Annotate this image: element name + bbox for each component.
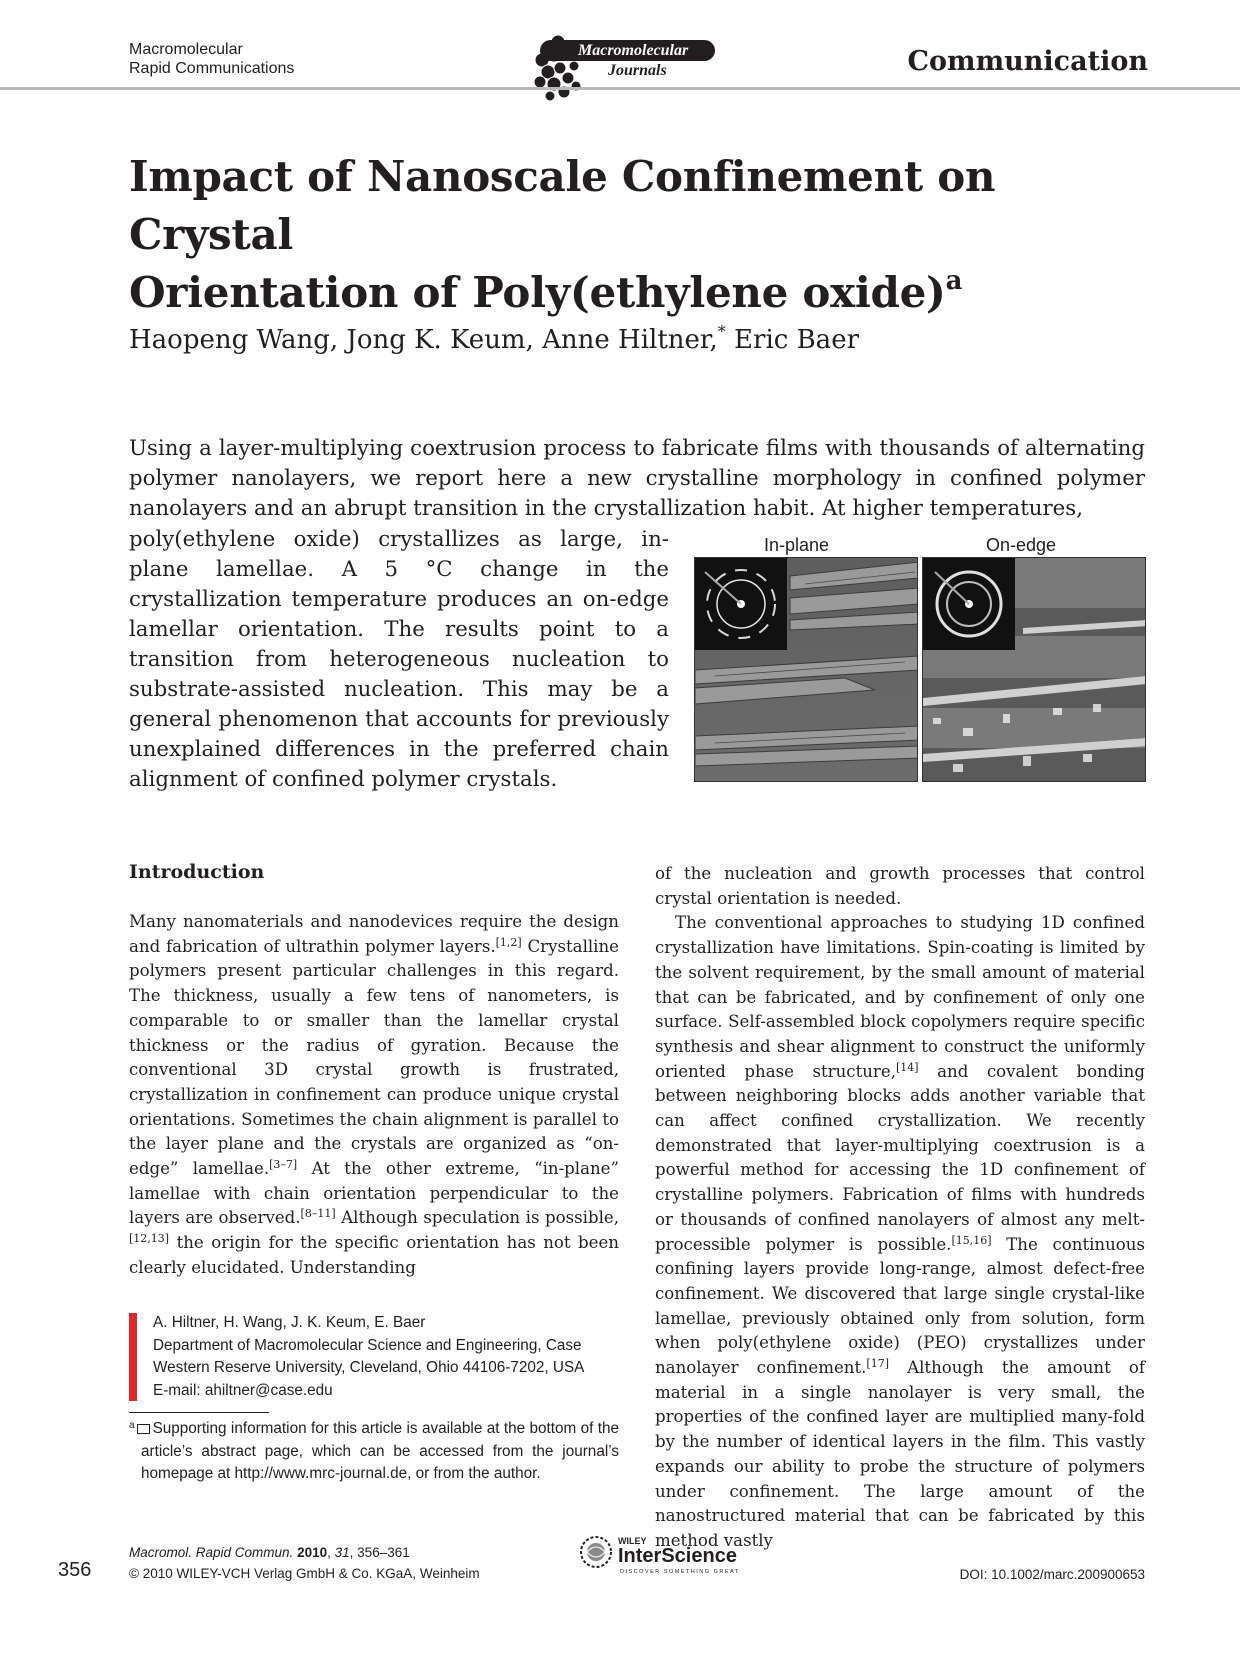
introduction-left-column bbox=[129, 910, 619, 1281]
rc-text-1: The conventional approaches to studying 1D confined crystallization have limitations. Spin-coating is limited by the solvent requirement, by the small amount of material that can be fabricated, and by confinement of only one surface. Self-assembled block copolymers require specific synthesis and shear alignment to construct the uniformly oriented phase structure, bbox=[655, 913, 1145, 1081]
right-col-paragraph-2 bbox=[655, 911, 1145, 1553]
macromolecular-journals-logo bbox=[530, 26, 715, 106]
journal-name bbox=[129, 40, 294, 78]
computer-icon bbox=[137, 1424, 150, 1434]
supporting-info-footnote bbox=[129, 1418, 619, 1486]
page-number: 356 bbox=[58, 1559, 92, 1581]
citation-3-7: [3–7] bbox=[269, 1158, 298, 1172]
wiley-interscience-logo bbox=[578, 1530, 768, 1582]
journal-name-line1: Macromolecular bbox=[129, 41, 243, 58]
header-rule bbox=[0, 87, 1240, 90]
abstract-wrapped: poly(ethylene oxide) crystallizes as large, in-plane lamellae. A 5 °C change in the crystallization temperature produces an on-edge lamellar orientation. The results point to a transition from heterogeneous nucleation to substrate-assisted nucleation. This may be a general phenomenon that accounts for previously unexplained differences in the preferred chain alignment of confined polymer crystals. bbox=[129, 527, 669, 792]
journal-name-line2: Rapid Communications bbox=[129, 60, 295, 77]
on-edge-micrograph bbox=[922, 557, 1146, 782]
title-line1: Impact of Nanoscale Confinement on Crystal bbox=[129, 152, 996, 259]
intro-text-2: Crystalline polymers present particular challenges in this regard. The thickness, usually a few tens of nanometers, is comparable to or smaller than the lamellar crystal thickness or the radius of gyration. Because the conventional 3D crystal growth is frustrated, crystallization in confinement can produce unique crystal orientations. Sometimes the chain alignment is parallel to the layer plane and the crystals are organized as “on-edge” lamellae. bbox=[129, 936, 619, 1179]
in-plane-micrograph bbox=[694, 557, 918, 782]
wiley-label: WILEY bbox=[618, 1536, 647, 1546]
affiliation-email: E-mail: ahiltner@case.edu bbox=[153, 1381, 333, 1399]
citation-17: [17] bbox=[866, 1357, 890, 1371]
citation-14: [14] bbox=[895, 1060, 919, 1074]
affiliation-department: Department of Macromolecular Science and Engineering, Case Western Reserve University, Cleveland, Ohio 44106-7202, USA bbox=[153, 1336, 585, 1376]
citation-15-16: [15,16] bbox=[951, 1233, 992, 1247]
article-title bbox=[129, 148, 1129, 322]
logo-tagline: DISCOVER SOMETHING GREAT bbox=[620, 1569, 740, 1575]
interscience-label: InterScience bbox=[618, 1545, 737, 1567]
figure-label-in-plane: In-plane bbox=[764, 535, 830, 555]
citation-year: 2010 bbox=[297, 1545, 328, 1560]
introduction-right-column bbox=[655, 862, 1145, 1554]
rc-text-4: Although the amount of material in a single nanolayer is very small, the properties of the confined layer are multiplied many-fold by the number of identical layers in the film. This vastly expands our ability to probe the structure of polymers under confinement. The large amount of the nanostructured material that can be fabricated by this method vastly bbox=[655, 1358, 1146, 1550]
abstract-figure bbox=[694, 534, 1146, 782]
logo-line1: Macromolecular bbox=[578, 42, 689, 59]
rc-text-2: and covalent bonding between neighboring blocks adds another variable that can affect confined crystallization. We recently demonstrated that layer-multiplying coextrusion is a powerful method for accessing the 1D confinement of crystalline polymers. Fabrication of films with hundreds or thousands of confined nanolayers of almost any melt-processible polymer is possible. bbox=[655, 1061, 1145, 1254]
title-footnote-mark: a bbox=[945, 266, 963, 296]
affiliation-authors: A. Hiltner, H. Wang, J. K. Keum, E. Baer bbox=[153, 1314, 426, 1331]
citation-volume: 31 bbox=[334, 1545, 350, 1560]
doi: DOI: 10.1002/marc.200900653 bbox=[959, 1567, 1145, 1582]
globe-icon bbox=[578, 1532, 614, 1572]
molecule-logo-icon bbox=[530, 26, 600, 106]
footnote-mark: a bbox=[129, 1420, 135, 1431]
right-col-paragraph-1: of the nucleation and growth processes that control crystal orientation is needed. bbox=[655, 864, 1145, 908]
section-heading-introduction: Introduction bbox=[129, 861, 265, 883]
citation-pages: , 356–361 bbox=[349, 1545, 410, 1560]
corresponding-author-mark: * bbox=[717, 322, 726, 341]
title-line2: Orientation of Poly(ethylene oxide) bbox=[129, 268, 946, 317]
citation-1-2: [1,2] bbox=[495, 935, 522, 949]
citation-12-13: [12,13] bbox=[129, 1232, 170, 1246]
intro-text-5: the origin for the specific orientation has not been clearly elucidated. Understanding bbox=[129, 1233, 619, 1277]
article-type: Communication bbox=[907, 46, 1148, 77]
citation-journal: Macromol. Rapid Commun. bbox=[129, 1545, 294, 1560]
affiliation-block bbox=[153, 1312, 623, 1402]
citation-8-11: [8–11] bbox=[300, 1207, 336, 1221]
intro-text-1: Many nanomaterials and nanodevices require the design and fabrication of ultrathin polymer layers. bbox=[129, 912, 619, 956]
copyright: © 2010 WILEY-VCH Verlag GmbH & Co. KGaA, Weinheim bbox=[129, 1566, 480, 1581]
affiliation-marker-bar bbox=[129, 1313, 137, 1401]
logo-line2: Journals bbox=[608, 62, 667, 79]
footnote-rule bbox=[129, 1412, 269, 1413]
abstract-intro: Using a layer-multiplying coextrusion process to fabricate films with thousands of alternating polymer nanolayers, we report here a new crystalline morphology in confined polymer nanolayers and an abrupt transition in the crystallization habit. At higher temperatures, bbox=[129, 436, 1145, 521]
authors-text: Haopeng Wang, Jong K. Keum, Anne Hiltner, bbox=[129, 325, 718, 355]
authors-last: Eric Baer bbox=[725, 325, 860, 355]
citation-footer bbox=[129, 1542, 480, 1584]
author-list bbox=[129, 322, 859, 358]
footnote-text: Supporting information for this article is available at the bottom of the article’s abstract page, which can be accessed from the journal’s homepage at http://www.mrc-journal.de, or from the author. bbox=[141, 1420, 619, 1482]
intro-text-4: Although speculation is possible, bbox=[335, 1208, 619, 1228]
intro-text-3: At the other extreme, “in-plane” lamellae with chain orientation perpendicular to the layers are observed. bbox=[129, 1159, 619, 1228]
figure-label-on-edge: On-edge bbox=[986, 535, 1057, 555]
rc-text-3: The continuous confining layers provide long-range, almost defect-free confinement. We discovered that large single crystal-like lamellae, previously obtained only from solution, form when poly(ethylene oxide) (PEO) crystallizes under nanolayer confinement. bbox=[655, 1234, 1146, 1378]
citation-line: Macromol. Rapid Commun. 2010, 31, 356–361 bbox=[129, 1545, 410, 1560]
